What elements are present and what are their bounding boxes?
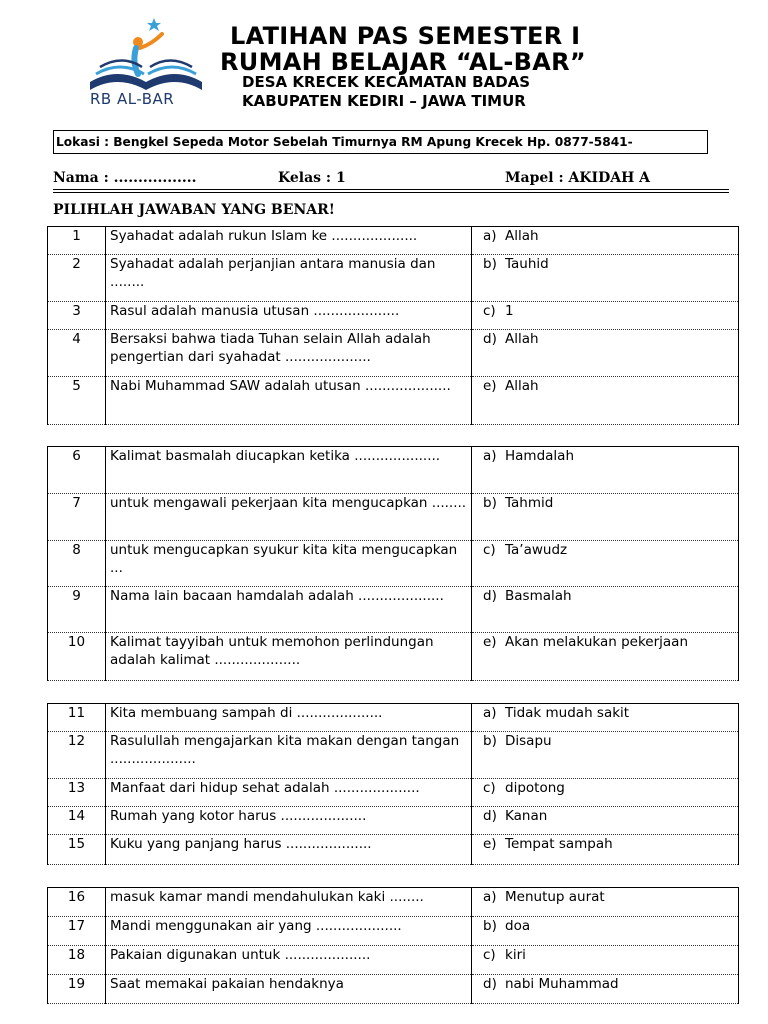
table-row xyxy=(48,917,739,946)
question-text: Nabi Muhammad SAW adalah utusan .................... xyxy=(106,377,472,425)
option-letter: b) xyxy=(483,495,497,511)
option-text: Tidak mudah sakit xyxy=(505,705,630,721)
question-text: Rumah yang kotor harus .................... xyxy=(106,807,472,835)
option-letter: a) xyxy=(483,448,497,464)
subtitle-line2: KABUPATEN KEDIRI – JAWA TIMUR xyxy=(242,92,526,110)
question-number: 3 xyxy=(48,302,106,330)
option-letter: e) xyxy=(483,634,497,650)
question-number: 11 xyxy=(48,704,106,732)
page-title-line2: RUMAH BELAJAR “AL-BAR” xyxy=(220,48,586,76)
option-text: Tempat sampah xyxy=(505,836,613,852)
question-number: 2 xyxy=(48,255,106,302)
table-row xyxy=(48,633,739,681)
question-text: Rasulullah mengajarkan kita makan dengan tangan .................... xyxy=(106,732,472,779)
answer-option xyxy=(472,302,739,330)
option-text: Menutup aurat xyxy=(505,889,605,905)
answer-option xyxy=(472,807,739,835)
option-text: 1 xyxy=(505,303,514,319)
question-number: 14 xyxy=(48,807,106,835)
question-table-4 xyxy=(47,887,739,1004)
table-row xyxy=(48,835,739,865)
subtitle-line1: DESA KRECEK KECAMATAN BADAS xyxy=(242,73,531,91)
question-text: Syahadat adalah perjanjian antara manusia dan ........ xyxy=(106,255,472,302)
table-row xyxy=(48,377,739,425)
option-text: Tauhid xyxy=(505,256,549,272)
question-number: 10 xyxy=(48,633,106,681)
table-row xyxy=(48,975,739,1004)
question-text: Kuku yang panjang harus .................... xyxy=(106,835,472,865)
question-text: masuk kamar mandi mendahulukan kaki ........ xyxy=(106,888,472,917)
question-number: 16 xyxy=(48,888,106,917)
option-text: Kanan xyxy=(505,808,548,824)
answer-option xyxy=(472,494,739,541)
option-text: Tahmid xyxy=(505,495,554,511)
question-text: Rasul adalah manusia utusan .................... xyxy=(106,302,472,330)
option-letter: d) xyxy=(483,331,497,347)
option-letter: a) xyxy=(483,889,497,905)
answer-option xyxy=(472,888,739,917)
question-text: Bersaksi bahwa tiada Tuhan selain Allah adalah pengertian dari syahadat .................... xyxy=(106,330,472,377)
question-text: Kalimat tayyibah untuk memohon perlindungan adalah kalimat .................... xyxy=(106,633,472,681)
question-text: Manfaat dari hidup sehat adalah .................... xyxy=(106,779,472,807)
question-text: Pakaian digunakan untuk .................... xyxy=(106,946,472,975)
option-letter: b) xyxy=(483,733,497,749)
option-text: Ta’awudz xyxy=(505,542,568,558)
answer-option xyxy=(472,946,739,975)
answer-option xyxy=(472,835,739,865)
table-row xyxy=(48,330,739,377)
question-number: 15 xyxy=(48,835,106,865)
instruction-text: PILIHLAH JAWABAN YANG BENAR! xyxy=(53,202,335,218)
answer-option xyxy=(472,704,739,732)
table-row xyxy=(48,494,739,541)
question-text: Kalimat basmalah diucapkan ketika .................... xyxy=(106,447,472,494)
question-number: 9 xyxy=(48,587,106,633)
option-letter: e) xyxy=(483,836,497,852)
option-letter: d) xyxy=(483,588,497,604)
option-letter: c) xyxy=(483,542,496,558)
table-row xyxy=(48,888,739,917)
divider-line xyxy=(53,189,729,190)
answer-option xyxy=(472,779,739,807)
question-number: 18 xyxy=(48,946,106,975)
question-text: Mandi menggunakan air yang .................... xyxy=(106,917,472,946)
option-letter: d) xyxy=(483,808,497,824)
divider-line xyxy=(53,192,729,193)
question-number: 12 xyxy=(48,732,106,779)
question-text: untuk mengucapkan syukur kita kita mengucapkan ... xyxy=(106,541,472,587)
page-title-line1: LATIHAN PAS SEMESTER I xyxy=(230,22,581,50)
option-text: Basmalah xyxy=(505,588,572,604)
table-row xyxy=(48,779,739,807)
answer-option xyxy=(472,633,739,681)
table-row xyxy=(48,302,739,330)
logo-text: RB AL-BAR xyxy=(90,90,175,108)
option-text: Disapu xyxy=(505,733,552,749)
question-text: Saat memakai pakaian hendaknya xyxy=(106,975,472,1004)
option-text: Allah xyxy=(505,228,539,244)
question-number: 13 xyxy=(48,779,106,807)
question-number: 8 xyxy=(48,541,106,587)
nama-field: Nama : ................. xyxy=(53,170,197,186)
answer-option xyxy=(472,255,739,302)
option-letter: e) xyxy=(483,378,497,394)
answer-option xyxy=(472,587,739,633)
option-text: Hamdalah xyxy=(505,448,574,464)
option-text: Allah xyxy=(505,331,539,347)
table-row xyxy=(48,255,739,302)
option-text: doa xyxy=(505,918,531,934)
option-letter: c) xyxy=(483,303,496,319)
question-text: untuk mengawali pekerjaan kita mengucapkan ........ xyxy=(106,494,472,541)
answer-option xyxy=(472,330,739,377)
question-number: 5 xyxy=(48,377,106,425)
question-table-3 xyxy=(47,703,739,865)
answer-option xyxy=(472,975,739,1004)
question-table-1 xyxy=(47,226,739,425)
option-text: nabi Muhammad xyxy=(505,976,619,992)
question-number: 19 xyxy=(48,975,106,1004)
option-letter: b) xyxy=(483,256,497,272)
table-row xyxy=(48,447,739,494)
answer-option xyxy=(472,227,739,255)
option-text: Allah xyxy=(505,378,539,394)
question-text: Nama lain bacaan hamdalah adalah .................... xyxy=(106,587,472,633)
question-number: 6 xyxy=(48,447,106,494)
option-letter: c) xyxy=(483,947,496,963)
kelas-field: Kelas : 1 xyxy=(278,170,346,186)
option-text: kiri xyxy=(505,947,526,963)
option-letter: a) xyxy=(483,705,497,721)
question-table-2 xyxy=(47,446,739,681)
option-letter: a) xyxy=(483,228,497,244)
mapel-field: Mapel : AKIDAH A xyxy=(505,170,651,186)
table-row xyxy=(48,732,739,779)
table-row xyxy=(48,587,739,633)
question-number: 17 xyxy=(48,917,106,946)
question-number: 7 xyxy=(48,494,106,541)
answer-option xyxy=(472,447,739,494)
answer-option xyxy=(472,732,739,779)
table-row xyxy=(48,807,739,835)
location-box: Lokasi : Bengkel Sepeda Motor Sebelah Timurnya RM Apung Krecek Hp. 0877-5841- xyxy=(53,130,708,154)
option-text: Akan melakukan pekerjaan xyxy=(505,634,688,650)
option-text: dipotong xyxy=(505,780,565,796)
table-row xyxy=(48,541,739,587)
question-text: Syahadat adalah rukun Islam ke .................... xyxy=(106,227,472,255)
answer-option xyxy=(472,917,739,946)
question-number: 1 xyxy=(48,227,106,255)
answer-option xyxy=(472,541,739,587)
question-number: 4 xyxy=(48,330,106,377)
table-row xyxy=(48,704,739,732)
question-text: Kita membuang sampah di .................... xyxy=(106,704,472,732)
answer-option xyxy=(472,377,739,425)
option-letter: b) xyxy=(483,918,497,934)
table-row xyxy=(48,227,739,255)
table-row xyxy=(48,946,739,975)
option-letter: d) xyxy=(483,976,497,992)
option-letter: c) xyxy=(483,780,496,796)
